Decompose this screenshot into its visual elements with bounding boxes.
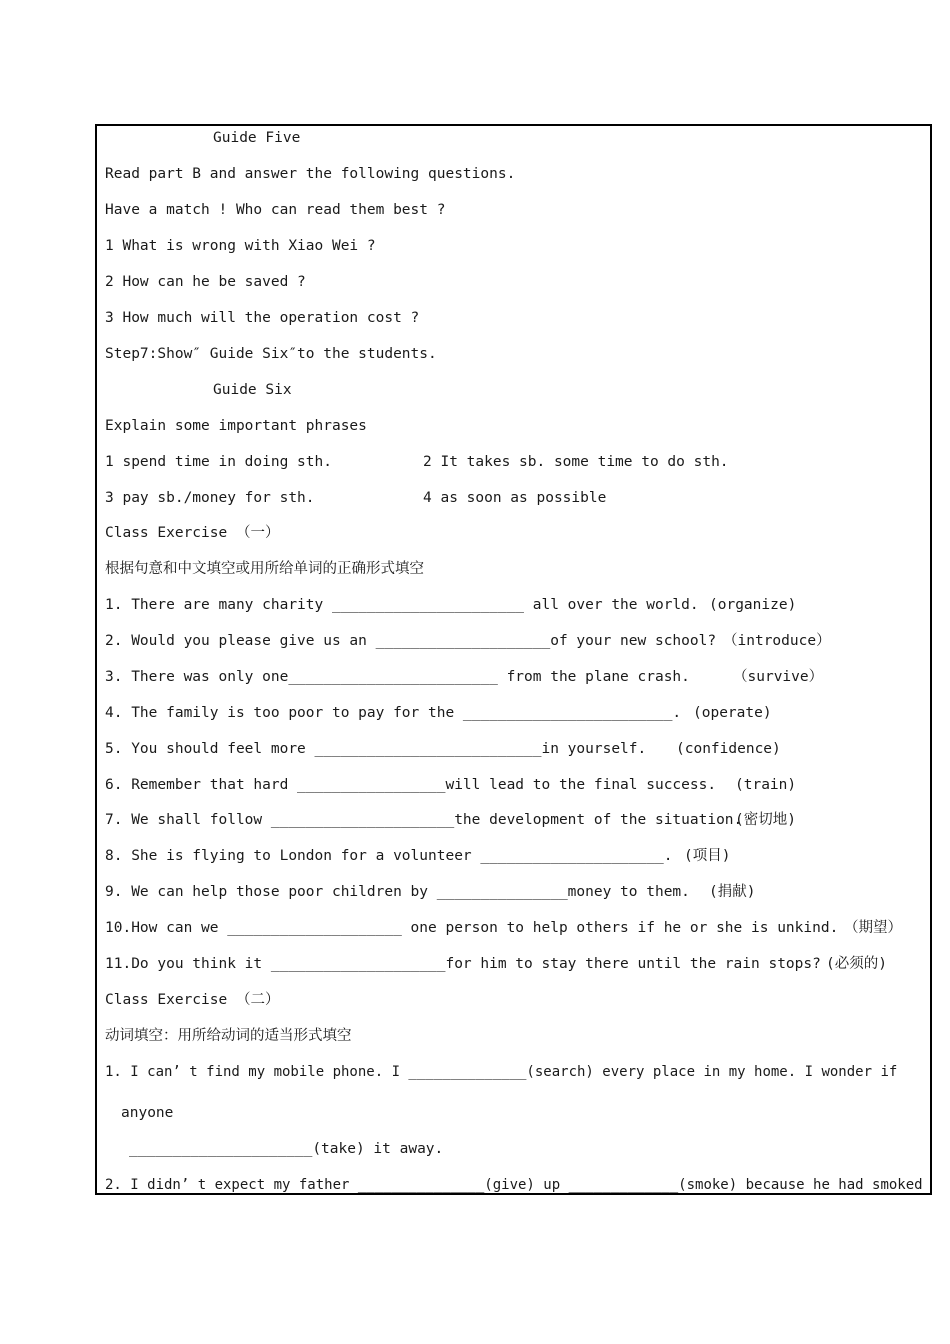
exercise1-item: 7. We shall follow _____________________the development of the situation. [105, 812, 743, 828]
exercise1-item: 4. The family is too poor to pay for the ________________________. [105, 705, 682, 721]
exercise1-item: 9. We can help those poor children by _______________money to them. [105, 884, 690, 900]
exercise1-hint: (organize) [709, 597, 797, 613]
question-1: 1 What is wrong with Xiao Wei ? [105, 238, 376, 254]
exercise1-item: 3. There was only one________________________ from the plane crash. [105, 669, 690, 685]
exercise1-item: 11.Do you think it ____________________for him to stay there until the rain stops? [105, 956, 821, 972]
exercise1-item: 5. You should feel more __________________________in yourself. [105, 741, 647, 757]
phrase-2: 2 It takes sb. some time to do sth. [423, 454, 729, 470]
exercise2-item-1-blank: _____________________(take) it away. [129, 1141, 444, 1157]
guide-six-heading: Guide Six [213, 382, 292, 398]
exercise1-item: 8. She is flying to London for a volunteer _____________________. [105, 848, 673, 864]
exercise2-item-1-cont: anyone [121, 1105, 174, 1121]
exercise1-hint: (必须的) [826, 956, 887, 972]
question-2: 2 How can he be saved ? [105, 274, 306, 290]
exercise1-hint: （survive） [733, 669, 824, 685]
step7-text: Step7:Show″ Guide Six″to the students. [105, 346, 437, 362]
exercise1-hint: (项目) [684, 848, 731, 864]
exercise1-hint: （introduce） [723, 633, 831, 649]
exercise1-item: 1. There are many charity ______________________ all over the world. [105, 597, 699, 613]
guide-five-match: Have a match ! Who can read them best ? [105, 202, 446, 218]
exercise1-item: 6. Remember that hard _________________will lead to the final success. [105, 777, 717, 793]
guide-six-intro: Explain some important phrases [105, 418, 367, 434]
guide-five-heading: Guide Five [213, 130, 301, 146]
exercise1-hint: (捐献) [709, 884, 756, 900]
exercise2-item-2: 2. I didn’ t expect my father _______________(give) up _____________(smoke) because he had smoked [105, 1177, 923, 1193]
exercise1-hint: (confidence) [676, 741, 781, 757]
exercise2-instruction: 动词填空：用所给动词的适当形式填空 [105, 1028, 352, 1044]
phrase-3: 3 pay sb./money for sth. [105, 490, 315, 506]
exercise1-item: 10.How can we ____________________ one person to help others if he or she is unkind. [105, 920, 839, 936]
exercise1-hint: （期望） [844, 920, 902, 936]
exercise2-item-1: 1. I can’ t find my mobile phone. I ______________(search) every place in my home. I wonder if [105, 1064, 898, 1080]
exercise1-instruction: 根据句意和中文填空或用所给单词的正确形式填空 [105, 561, 424, 577]
question-3: 3 How much will the operation cost ? [105, 310, 420, 326]
exercise1-item: 2. Would you please give us an ____________________of your new school? [105, 633, 717, 649]
phrase-1: 1 spend time in doing sth. [105, 454, 332, 470]
guide-five-intro: Read part B and answer the following questions. [105, 166, 516, 182]
exercise1-hint: (operate) [693, 705, 772, 721]
exercise1-title: Class Exercise （一） [105, 525, 280, 541]
exercise2-title: Class Exercise （二） [105, 992, 280, 1008]
exercise1-hint: (train) [735, 777, 797, 793]
phrase-4: 4 as soon as possible [423, 490, 607, 506]
exercise1-hint: (密切地) [735, 812, 796, 828]
